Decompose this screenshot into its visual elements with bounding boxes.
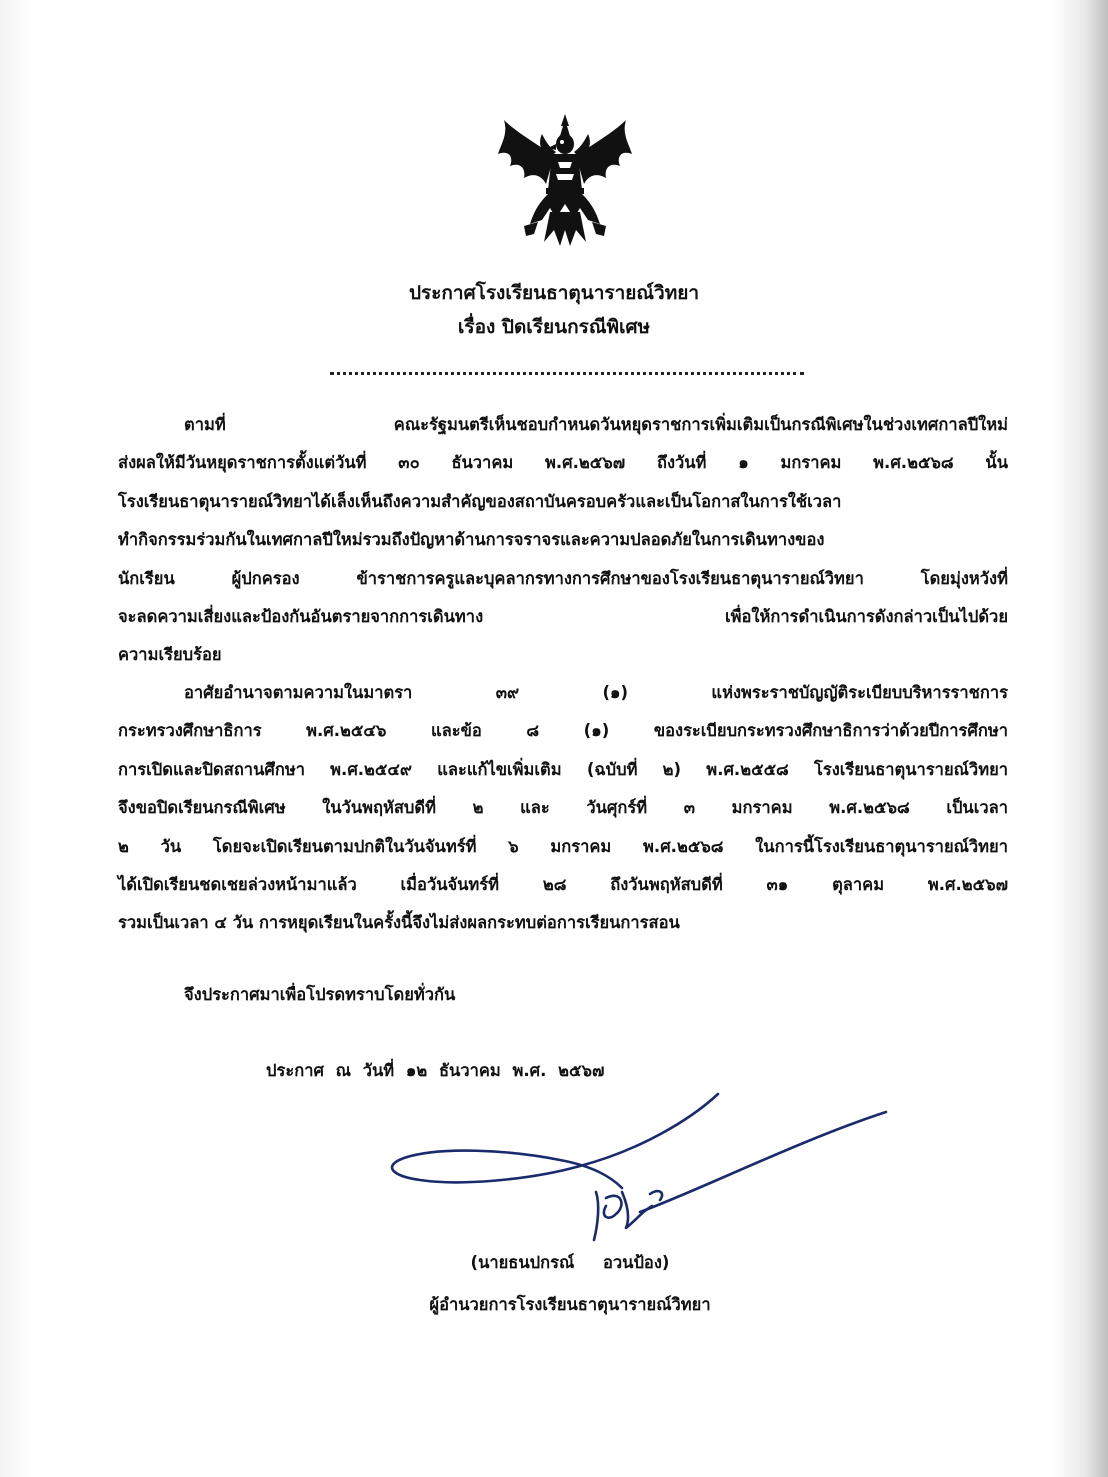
paragraph-line: กระทรวงศึกษาธิการ พ.ศ.๒๕๔๖ และข้อ ๘ (๑) ของระเบียบกระทรวงศึกษาธิการว่าด้วยปีการศึกษา (118, 721, 1008, 741)
paragraph-line: การเปิดและปิดสถานศึกษา พ.ศ.๒๕๔๙ และแก้ไขเพิ่มเติม (ฉบับที่ ๒) พ.ศ.๒๕๕๘ โรงเรียนธาตุนารายณ์วิทยา (118, 759, 1008, 779)
paragraph-line: จะลดความเสี่ยงและป้องกันอันตรายจากการเดินทาง เพื่อให้การดำเนินการดังกล่าวเป็นไปด้วย (118, 606, 1008, 626)
handwritten-signature (360, 1080, 900, 1260)
paragraph-line: โรงเรียนธาตุนารายณ์วิทยาได้เล็งเห็นถึงความสำคัญของสถาบันครอบครัวและเป็นโอกาสในการใช้เวลา (118, 491, 842, 511)
signer-name: (นายธนปกรณ์ อวนป้อง) (470, 1253, 670, 1272)
body-paragraph-2 (118, 674, 1008, 943)
paragraph-line: อาศัยอำนาจตามความในมาตรา ๓๙ (๑) แห่งพระราชบัญญัติระเบียบบริหารราชการ (184, 683, 1008, 702)
paragraph-line: นักเรียน ผู้ปกครอง ข้าราชการครูและบุคลากรทางการศึกษาของโรงเรียนธาตุนารายณ์วิทยา โดยมุ่งหวังที่ (118, 568, 1008, 588)
paragraph-line: ส่งผลให้มีวันหยุดราชการตั้งแต่วันที่ ๓๐ ธันวาคม พ.ศ.๒๕๖๗ ถึงวันที่ ๑ มกราคม พ.ศ.๒๕๖๘ นั้น (118, 453, 1008, 473)
dotted-divider (330, 372, 804, 375)
paragraph-line: จึงขอปิดเรียนกรณีพิเศษ ในวันพฤหัสบดีที่ ๒ และ วันศุกร์ที่ ๓ มกราคม พ.ศ.๒๕๖๘ เป็นเวลา (118, 798, 1008, 818)
announcement-title: ประกาศโรงเรียนธาตุนารายณ์วิทยา (408, 282, 700, 304)
body-paragraph-1 (118, 406, 1008, 675)
paragraph-line: ๒ วัน โดยจะเปิดเรียนตามปกติในวันจันทร์ที่ ๖ มกราคม พ.ศ.๒๕๖๘ ในการนี้โรงเรียนธาตุนารายณ์วิทยา (118, 836, 1008, 856)
paragraph-line: ความเรียบร้อย (118, 645, 222, 665)
announcement-subject: เรื่อง ปิดเรียนกรณีพิเศษ (457, 316, 651, 338)
paragraph-line: รวมเป็นเวลา ๔ วัน การหยุดเรียนในครั้งนี้จึงไม่ส่งผลกระทบต่อการเรียนการสอน (118, 913, 680, 933)
signer-title: ผู้อำนวยการโรงเรียนธาตุนารายณ์วิทยา (429, 1295, 711, 1314)
paragraph-line: ทำกิจกรรมร่วมกันในเทศกาลปีใหม่รวมถึงปัญหาด้านการจราจรและความปลอดภัยในการเดินทางของ (118, 530, 825, 550)
garuda-emblem-icon (494, 112, 636, 250)
announcement-date: ประกาศ ณ วันที่ ๑๒ ธันวาคม พ.ศ. ๒๕๖๗ (266, 1061, 605, 1080)
closing-statement: จึงประกาศมาเพื่อโปรดทราบโดยทั่วกัน (184, 985, 456, 1004)
paragraph-line: ตามที่ คณะรัฐมนตรีเห็นชอบกำหนดวันหยุดราชการเพิ่มเติมเป็นกรณีพิเศษในช่วงเทศกาลปีใหม่ (184, 415, 1008, 434)
paragraph-line: ได้เปิดเรียนชดเชยล่วงหน้ามาแล้ว เมื่อวันจันทร์ที่ ๒๘ ถึงวันพฤหัสบดีที่ ๓๑ ตุลาคม พ.ศ.๒๕๖๗ (118, 874, 1008, 894)
